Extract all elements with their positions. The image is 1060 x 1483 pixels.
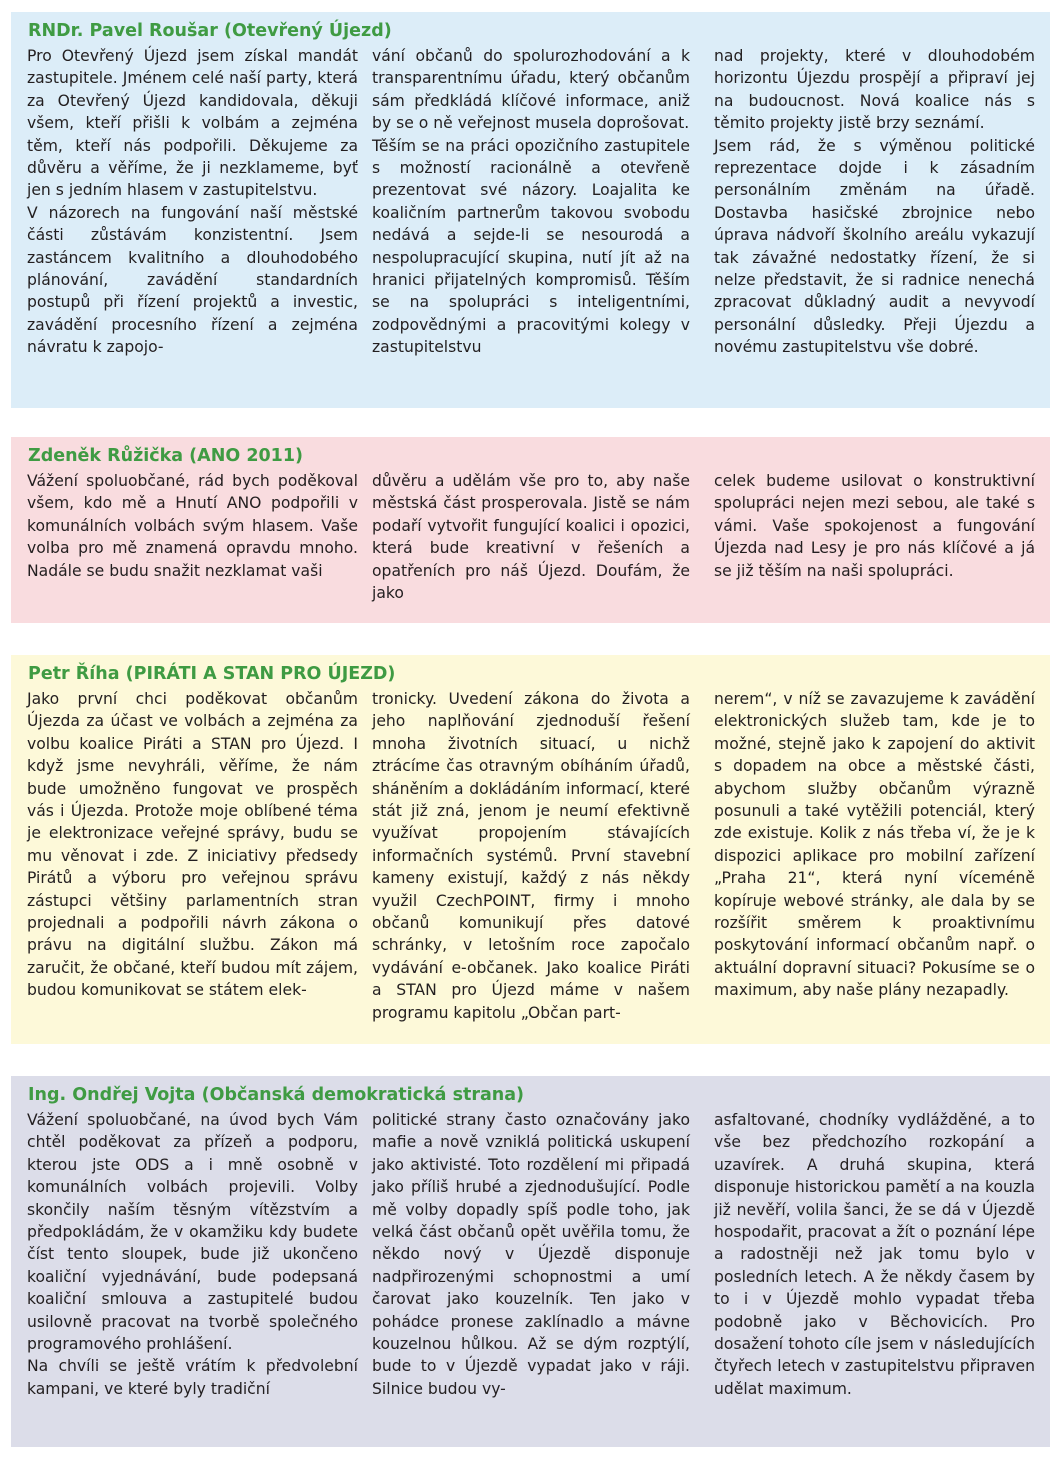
candidate-name: Petr Říha (PIRÁTI A STAN PRO ÚJEZD) <box>28 664 396 684</box>
candidate-statement-vojta <box>11 1076 1050 1447</box>
paragraph: politické strany často označovány jako mafie a nově vzniklá politická uskupení jako aktivisté. Toto rozdělení mi připadá jako příliš hrubé a zjednodušující. Podle mě volby dopadly spíš podle toho, jak velká část občanů opět uvěřila tomu, že někdo nový v Újezdě disponuje nadpřirozenými schopnostmi a umí čarovat jako kouzelník. Ten jako v pohádce pronese zaklínadlo a mávne kouzelnou hůlkou. Až se dým rozptýlí, bude to v Újezdě vypadat jako v ráji. Silnice budou vy- <box>372 1111 690 1398</box>
paragraph: Jsem rád, že s výměnou politické reprezentace dojde i k zásadním personálním změnám na úřadě. Dostavba hasičské zbrojnice nebo úprava nádvoří školního areálu vykazují tak závažné nedostatky řízení, že si nelze představit, že si radnice nenechá zpracovat důkladný audit a nevyvodí personální důsledky. Přeji Újezdu a novému zastupitelstvu vše dobré. <box>714 136 1035 357</box>
candidate-statement-ruzicka <box>11 437 1050 623</box>
paragraph: Pro Otevřený Újezd jsem získal mandát zastupitele. Jménem celé naší party, která za Otevřený Újezd kandidovala, děkuji všem, kteří přišli k volbám a zejména těm, kteří nás podpořili. Děkujeme za důvěru a věříme, že ji nezklameme, byť jen s jedním hlasem v zastupitelstvu. <box>27 47 358 200</box>
text-column-2 <box>372 688 690 1024</box>
paragraph: tronicky. Uvedení zákona do života a jeho naplňování zjednoduší řešení mnoha životních situací, u nichž ztrácíme čas otravným obíháním úřadů, sháněním a dokládáním informací, které stát již zná, jenom je neumí efektivně využívat propojením stávajících informačních systémů. První stavební kameny existují, každý z nás někdy využil CzechPOINT, firmy i mnoho občanů komunikují přes datové schránky, v letošním roce započalo vydávání e-občanek. Jako koalice Piráti a STAN pro Újezd máme v našem programu kapitolu „Občan part- <box>372 690 690 1022</box>
paragraph: Na chvíli se ještě vrátím k předvolební kampani, ve které byly tradiční <box>27 1357 358 1398</box>
candidate-name: RNDr. Pavel Roušar (Otevřený Újezd) <box>28 21 392 41</box>
paragraph: Vážení spoluobčané, rád bych poděkoval všem, kdo mě a Hnutí ANO podpořili v komunálních volbách svým hlasem. Vaše volba pro mě znamená opravdu mnoho. Nadále se budu snažit nezklamat vaši <box>27 472 358 580</box>
text-column-1 <box>27 45 358 359</box>
paragraph: Těším se na práci opozičního zastupitele s možností racionálně a otevřeně prezentovat své názory. Loajalita ke koaličním partnerům takovou svobodu nedává a sejde-li se nesourodá a nespolupracující skupina, nutí jít až na hranici přijatelných kompromisů. Těším se na spolupráci s inteligentními, zodpovědnými a pracovitými kolegy v zastupitelstvu <box>372 136 690 357</box>
paragraph: Jako první chci poděkovat občanům Újezda za účast ve volbách a zejména za volbu koalice Piráti a STAN pro Újezd. I když jsme nevyhráli, věříme, že nám bude umožněno fungovat ve prospěch vás i Újezda. Protože moje oblíbené téma je elektronizace veřejné správy, budu se mu věnovat i zde. Z iniciativy předsedy Pirátů a výboru pro veřejnou správu zástupci většiny parlamentních stran projednali a podpořili návrh zákona o právu na digitální službu. Zákon má zaručit, že občané, kteří budou mít zájem, budou komunikovat se státem elek- <box>27 690 358 1000</box>
text-column-3 <box>714 1109 1035 1400</box>
text-column-2 <box>372 1109 690 1400</box>
text-column-1 <box>27 470 358 582</box>
candidate-statement-riha <box>11 655 1050 1044</box>
paragraph: V názorech na fungování naší městské části zůstávám konzistentní. Jsem zastáncem kvalitního a dlouhodobého plánování, zavádění standardních postupů při řízení projektů a investic, zavádění procesního řízení a zejména návratu k zapojo- <box>27 203 358 357</box>
text-column-2 <box>372 470 690 604</box>
text-column-1 <box>27 688 358 1002</box>
text-column-3 <box>714 470 1035 582</box>
candidate-name: Zdeněk Růžička (ANO 2011) <box>28 446 304 466</box>
paragraph: vání občanů do spolurozhodování a k transparentnímu úřadu, který občanům sám předkládá klíčové informace, aniž by se o ně veřejnost musela doprošovat. <box>372 47 690 133</box>
paragraph: celek budeme usilovat o konstruktivní spolupráci nejen mezi sebou, ale také s vámi. Vaše spokojenost a fungování Újezda nad Lesy je pro nás klíčové a já se již těším na naši spolupráci. <box>714 472 1035 580</box>
paragraph: důvěru a udělám vše pro to, aby naše městská část prosperovala. Jistě se nám podaří vytvořit fungující koalici i opozici, která bude kreativní v řešeních a opatřeních pro náš Újezd. Doufám, že jako <box>372 472 690 603</box>
candidate-statement-roušar <box>11 12 1050 408</box>
paragraph: nerem“, v níž se zavazujeme k zavádění elektronických služeb tam, kde je to možné, stejně jako k zapojení do aktivit s dopadem na obce a městské části, abychom služby občanům výrazně posunuli a také vytěžili potenciál, který zde existuje. Kolik z nás třeba ví, že je k dispozici aplikace pro mobilní zařízení „Praha 21“, která nyní víceméně kopíruje webové stránky, ale dala by se rozšířit směrem k proaktivnímu poskytování informací občanům např. o aktuální dopravní situaci? Pokusíme se o maximum, aby naše plány nezapadly. <box>714 690 1035 1000</box>
text-column-3 <box>714 688 1035 1002</box>
text-column-3 <box>714 45 1035 359</box>
candidate-name: Ing. Ondřej Vojta (Občanská demokratická strana) <box>28 1085 525 1105</box>
text-column-2 <box>372 45 690 359</box>
paragraph: Vážení spoluobčané, na úvod bych Vám chtěl poděkovat za přízeň a podporu, kterou jste ODS a i mně osobně v komunálních volbách projevili. Volby skončily naším těsným vítězstvím a předpokládám, že v okamžiku kdy budete číst tento sloupek, bude již ukončeno koaliční vyjednávání, bude podepsaná koaliční smlouva a zastupitelé budou usilovně pracovat na tvorbě společného programového prohlášení. <box>27 1111 358 1354</box>
paragraph: nad projekty, které v dlouhodobém horizontu Újezdu prospějí a připraví jej na budoucnost. Nová koalice nás s těmito projekty jistě brzy seznámí. <box>714 47 1035 133</box>
text-column-1 <box>27 1109 358 1400</box>
paragraph: asfaltované, chodníky vydlážděné, a to vše bez předchozího rozkopání a uzavírek. A druhá skupina, která disponuje historickou pamětí a na kouzla již nevěří, volila šanci, že se dá v Újezdě hospodařit, pracovat a žít o poznání lépe a radostněji než jak tomu bylo v posledních letech. A že někdy časem by to i v Újezdě mohlo vypadat třeba podobně jako v Běchovicích. Pro dosažení tohoto cíle jsem v následujících čtyřech letech v zastupitelstvu připraven udělat maximum. <box>714 1111 1035 1398</box>
